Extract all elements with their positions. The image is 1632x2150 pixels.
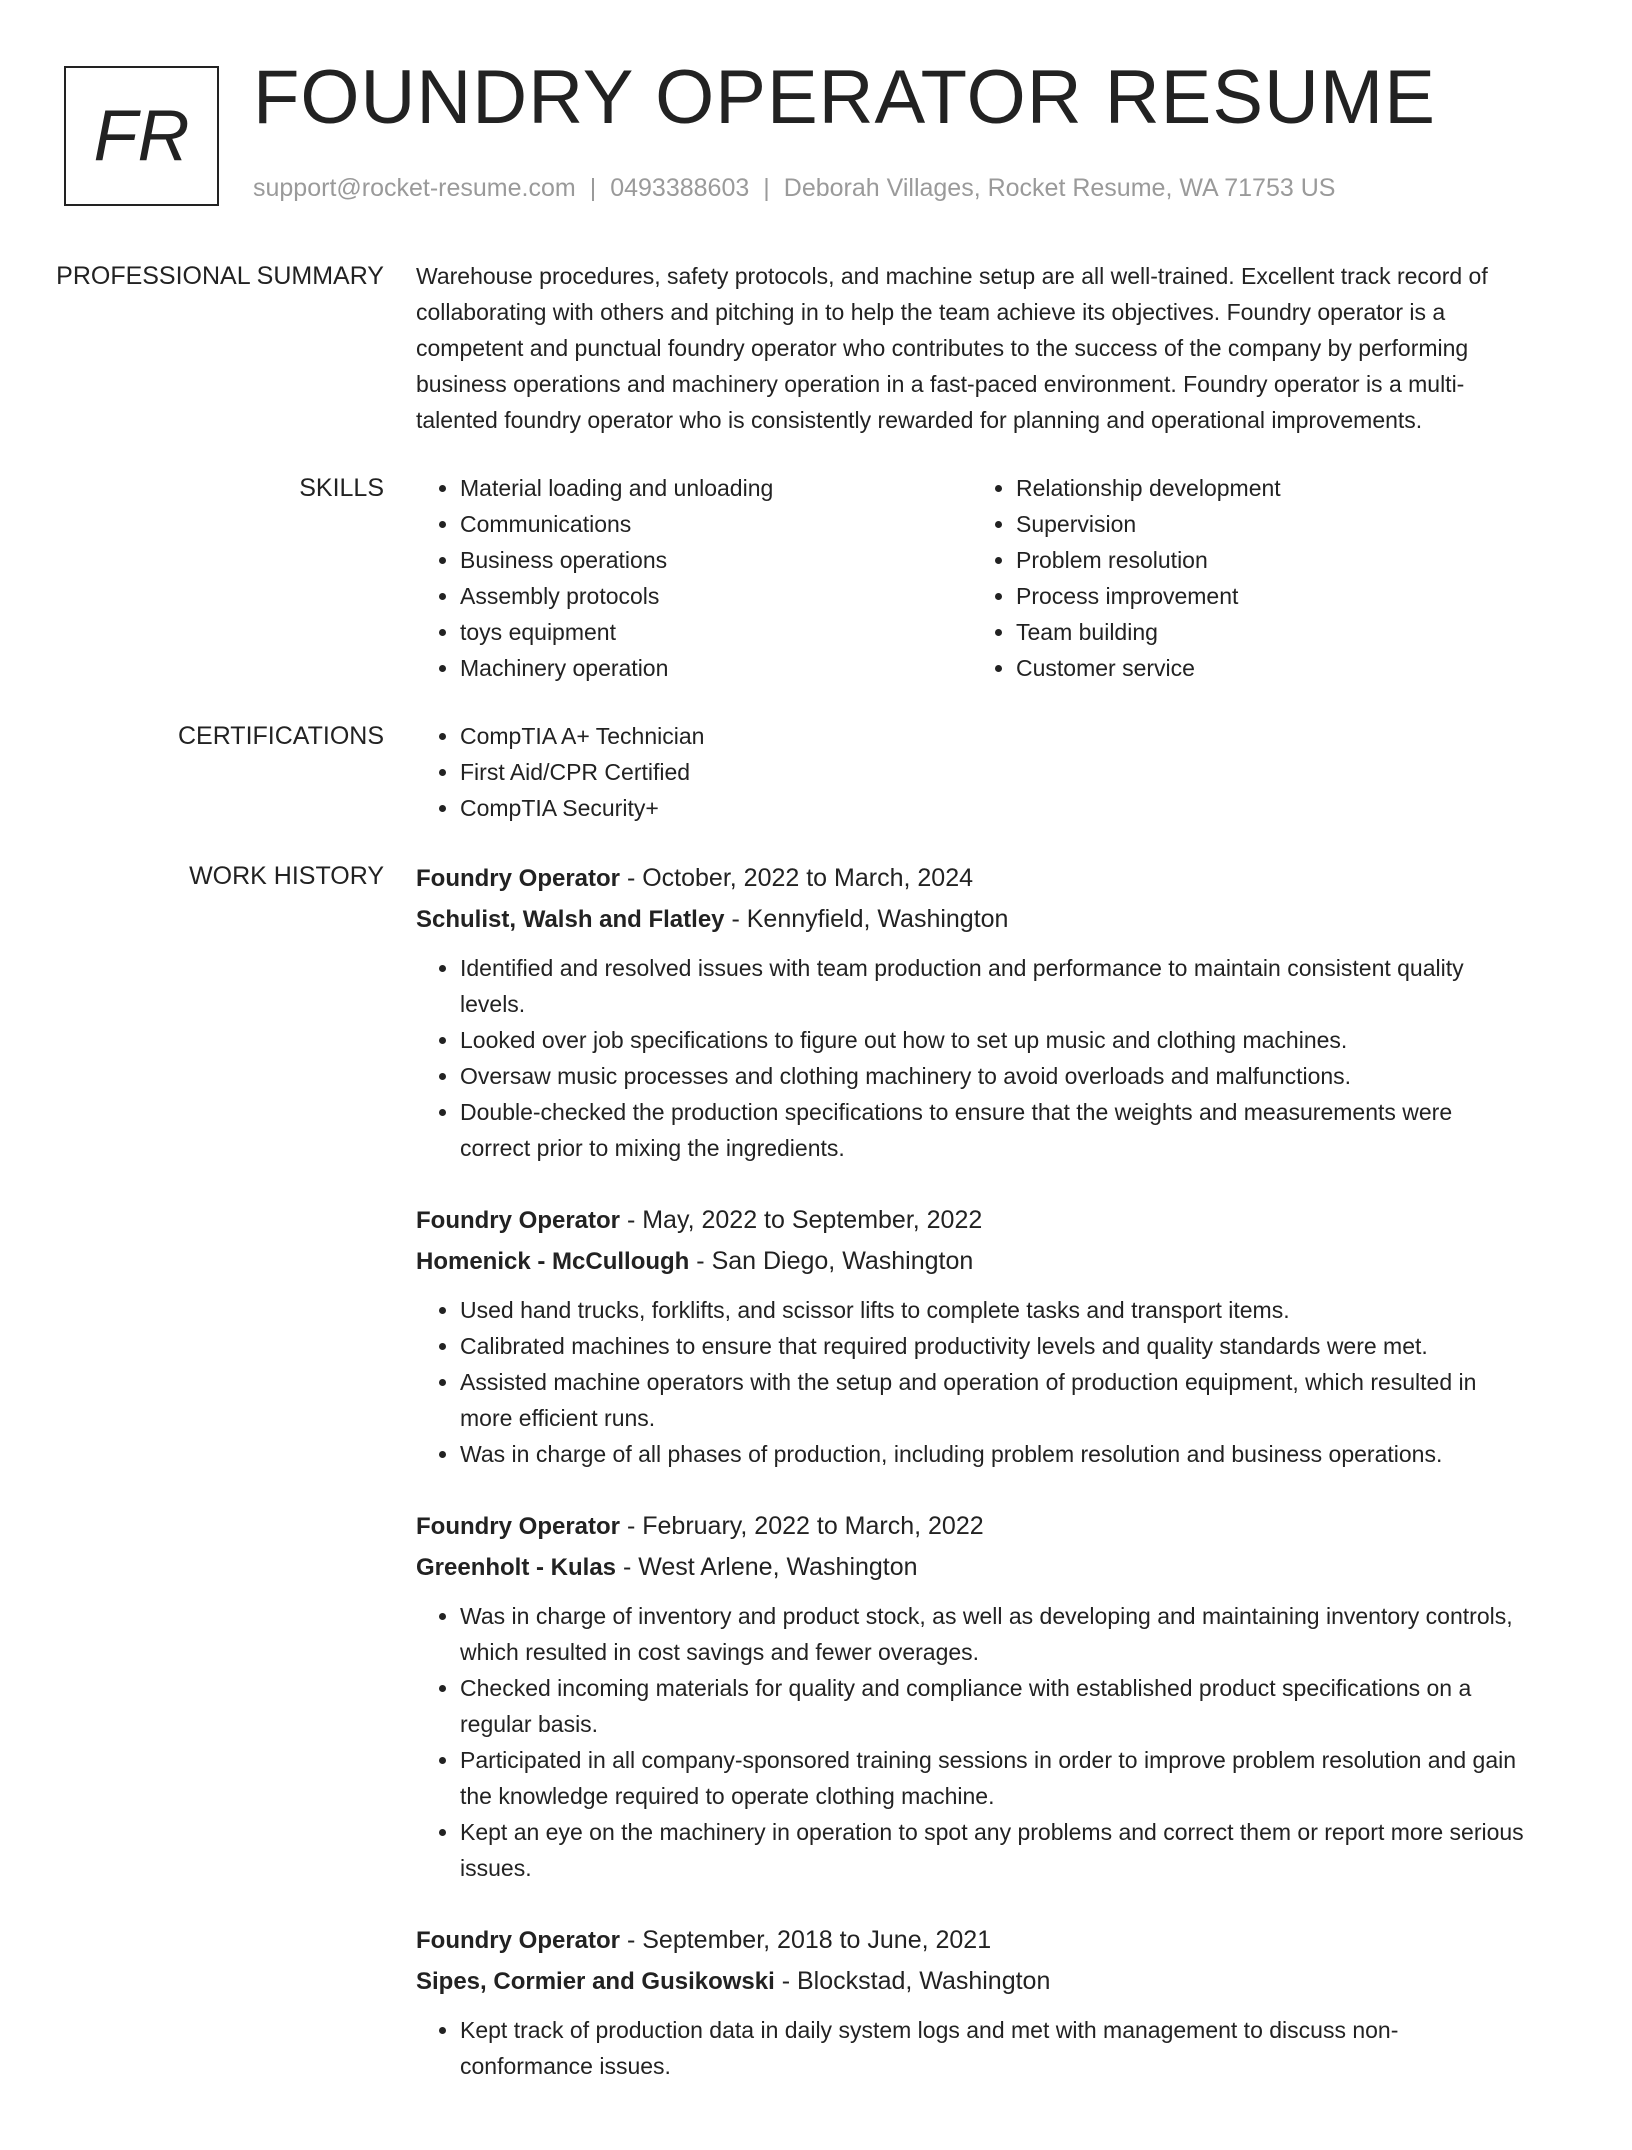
contact-phone: 0493388603 xyxy=(610,174,750,202)
certification-item: • CompTIA Security+ xyxy=(460,790,1528,826)
job-bullet: • Oversaw music processes and clothing machinery to avoid overloads and malfunctions. xyxy=(460,1058,1528,1094)
job-bullet: • Double-checked the production specifications to ensure that the weights and measurements were correct prior to mixing the ingredients. xyxy=(460,1094,1528,1166)
skill-item: • Communications xyxy=(460,506,972,542)
skill-item: • Supervision xyxy=(1016,506,1528,542)
job-title-line: Foundry Operator - May, 2022 to September, 2022 xyxy=(416,1206,983,1234)
monogram-box: FR xyxy=(64,66,219,206)
job-bullet: • Assisted machine operators with the setup and operation of production equipment, which resulted in more efficient runs. xyxy=(460,1364,1528,1436)
skill-item: • Process improvement xyxy=(1016,578,1528,614)
job-entry xyxy=(416,1200,1528,1472)
skill-item: • Problem resolution xyxy=(1016,542,1528,578)
job-company-line: Schulist, Walsh and Flatley - Kennyfield, Washington xyxy=(416,905,1009,933)
job-bullet: • Looked over job specifications to figure out how to set up music and clothing machines. xyxy=(460,1022,1528,1058)
skill-item: • toys equipment xyxy=(460,614,972,650)
job-location: San Diego, Washington xyxy=(711,1247,974,1275)
job-company-line: Sipes, Cormier and Gusikowski - Blockstad, Washington xyxy=(416,1967,1051,1995)
resume-body xyxy=(0,258,1632,2150)
summary-heading: PROFESSIONAL SUMMARY xyxy=(56,262,384,290)
job-company: Greenholt - Kulas xyxy=(416,1554,617,1581)
job-company: Homenick - McCullough xyxy=(416,1248,690,1275)
job-bullet: • Calibrated machines to ensure that required productivity levels and quality standards were met. xyxy=(460,1328,1528,1364)
job-company-line: Homenick - McCullough - San Diego, Washington xyxy=(416,1247,974,1275)
job-title: Foundry Operator xyxy=(416,1513,621,1540)
job-bullet: • Was in charge of all phases of production, including problem resolution and business operations. xyxy=(460,1436,1528,1472)
summary-section xyxy=(0,258,1632,438)
skills-column-right xyxy=(972,470,1528,686)
work-history-list xyxy=(416,858,1528,2118)
job-bullets xyxy=(416,2012,1528,2084)
certifications-list xyxy=(416,718,1528,826)
skill-item: • Machinery operation xyxy=(460,650,972,686)
job-company-line: Greenholt - Kulas - West Arlene, Washington xyxy=(416,1553,918,1581)
certification-item: • CompTIA A+ Technician xyxy=(460,718,1528,754)
job-dates: October, 2022 to March, 2024 xyxy=(642,864,973,892)
contact-separator: | xyxy=(589,174,597,202)
job-title: Foundry Operator xyxy=(416,1927,621,1954)
job-title: Foundry Operator xyxy=(416,1207,621,1234)
contact-email: support@rocket-resume.com xyxy=(253,174,576,202)
job-dates: February, 2022 to March, 2022 xyxy=(642,1512,984,1540)
skill-item: • Business operations xyxy=(460,542,972,578)
job-company: Sipes, Cormier and Gusikowski xyxy=(416,1968,775,1995)
job-entry xyxy=(416,858,1528,1166)
job-bullet: • Kept an eye on the machinery in operation to spot any problems and correct them or report more serious issues. xyxy=(460,1814,1528,1886)
job-title-line: Foundry Operator - September, 2018 to June, 2021 xyxy=(416,1926,992,1954)
job-bullet: • Checked incoming materials for quality and compliance with established product specifications on a regular basis. xyxy=(460,1670,1528,1742)
job-bullet: • Participated in all company-sponsored training sessions in order to improve problem resolution and gain the knowledge required to operate clothing machine. xyxy=(460,1742,1528,1814)
contact-line xyxy=(253,174,1335,203)
skills-column-left xyxy=(416,470,972,686)
contact-address: Deborah Villages, Rocket Resume, WA 71753 US xyxy=(783,174,1336,202)
skills-list xyxy=(416,470,1528,686)
work-history-section xyxy=(0,858,1632,2118)
certification-item: • First Aid/CPR Certified xyxy=(460,754,1528,790)
job-location: West Arlene, Washington xyxy=(638,1553,918,1581)
job-entry xyxy=(416,1920,1528,2084)
job-bullets xyxy=(416,1292,1528,1472)
skill-item: • Customer service xyxy=(1016,650,1528,686)
skill-item: • Relationship development xyxy=(1016,470,1528,506)
job-bullets xyxy=(416,950,1528,1166)
job-company: Schulist, Walsh and Flatley xyxy=(416,906,725,933)
job-location: Blockstad, Washington xyxy=(797,1967,1051,1995)
skills-section xyxy=(0,470,1632,686)
job-dates: May, 2022 to September, 2022 xyxy=(642,1206,983,1234)
skill-item: • Assembly protocols xyxy=(460,578,972,614)
certifications-section xyxy=(0,718,1632,826)
skill-item: • Material loading and unloading xyxy=(460,470,972,506)
job-bullet: • Used hand trucks, forklifts, and scissor lifts to complete tasks and transport items. xyxy=(460,1292,1528,1328)
certifications-heading: CERTIFICATIONS xyxy=(177,722,384,750)
job-title: Foundry Operator xyxy=(416,865,621,892)
job-entry xyxy=(416,1506,1528,1886)
job-bullet: • Identified and resolved issues with team production and performance to maintain consistent quality levels. xyxy=(460,950,1528,1022)
resume-title: FOUNDRY OPERATOR RESUME xyxy=(253,55,1436,140)
job-location: Kennyfield, Washington xyxy=(746,905,1009,933)
job-title-line: Foundry Operator - February, 2022 to March, 2022 xyxy=(416,1512,984,1540)
skill-item: • Team building xyxy=(1016,614,1528,650)
contact-separator: | xyxy=(763,174,770,202)
summary-text: Warehouse procedures, safety protocols, and machine setup are all well-trained. Excellent track record of collaborating with others and pitching in to help the team achieve its objectives. Foundry operator is a competent and punctual foundry operator who contributes to the success of the company by performing business operations and machinery operation in a fast-paced environment. Foundry operator is a multi-talented foundry operator who is consistently rewarded for planning and operational improvements. xyxy=(416,263,1488,433)
job-title-line: Foundry Operator - October, 2022 to March, 2024 xyxy=(416,864,973,892)
job-bullets xyxy=(416,1598,1528,1886)
job-bullet: • Kept track of production data in daily system logs and met with management to discuss non-conformance issues. xyxy=(460,2012,1528,2084)
job-dates: September, 2018 to June, 2021 xyxy=(642,1926,992,1954)
skills-heading: SKILLS xyxy=(299,474,384,502)
job-bullet: • Was in charge of inventory and product stock, as well as developing and maintaining inventory controls, which resulted in cost savings and fewer overages. xyxy=(460,1598,1528,1670)
work-history-heading: WORK HISTORY xyxy=(189,862,384,890)
